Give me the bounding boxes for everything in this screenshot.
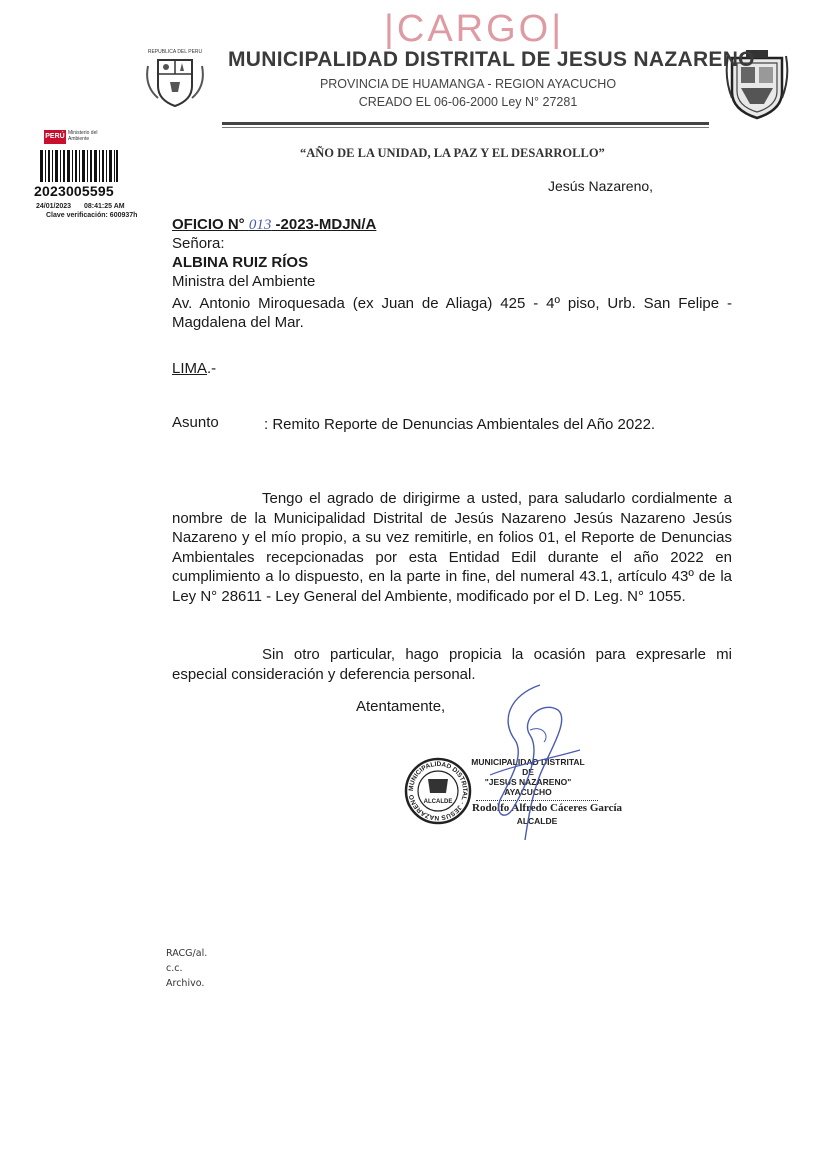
signature-org-line-1: MUNICIPALIDAD DISTRITAL DE [471, 757, 585, 777]
oficio-number-handwritten: 013 [248, 217, 272, 233]
place-date: Jesús Nazareno, [548, 178, 654, 194]
footer-cc: c.c. [166, 963, 183, 974]
signature-org-line-2: "JESUS NAZARENO" [484, 777, 572, 787]
ministry-logo-text: Ministerio del Ambiente [68, 130, 98, 142]
barcode-number: 2023005595 [34, 183, 114, 199]
signatory-role: ALCALDE [516, 816, 558, 826]
oficio-suffix: -2023-MDJN/A [275, 216, 377, 233]
oficio-prefix: OFICIO N° [172, 216, 245, 233]
recipient-title: Ministra del Ambiente [172, 273, 316, 290]
barcode-icon [40, 150, 118, 182]
barcode-verification-key: Clave verificación: 600937h [46, 212, 138, 219]
seal-center-text: ALCALDE [423, 799, 453, 805]
municipality-subtitle-province: PROVINCIA DE HUAMANGA - REGION AYACUCHO [319, 77, 617, 91]
municipality-title: MUNICIPALIDAD DISTRITAL DE JESUS NAZARENO [228, 48, 755, 71]
closing: Atentamente, [356, 698, 446, 715]
peru-coat-of-arms-icon [144, 46, 206, 112]
recipient-address: Av. Antonio Miroquesada (ex Juan de Aliaga) 425 - 4º piso, Urb. San Felipe - Magdalena del Mar. [172, 295, 732, 331]
signatory-name: Rodolfo Alfredo Cáceres García [472, 802, 623, 814]
subject-label: Asunto [172, 414, 219, 431]
signature-org-line-3: AYACUCHO [504, 787, 552, 797]
recipient-city [172, 360, 216, 377]
municipality-subtitle-created: CREADO EL 06-06-2000 Ley N° 27281 [358, 95, 578, 109]
header-rule-thin [222, 127, 709, 128]
salutation: Señora: [172, 235, 225, 252]
barcode-date: 24/01/2023 [36, 203, 72, 210]
peru-logo: PERÚ [44, 130, 66, 144]
crest-caption: REPUBLICA DEL PERU [147, 49, 203, 55]
barcode-time: 08:41:25 AM [84, 203, 125, 210]
footer-archivo: Archivo. [166, 978, 205, 989]
seal-ring-text: MUNICIPALIDAD DISTRITAL · JESUS NAZARENO [407, 760, 469, 822]
body-paragraph-1: Tengo el agrado de dirigirme a usted, para saludarlo cordialmente a nombre de la Municipalidad Distrital de Jesús Nazareno Jesús Nazareno Jesús Nazareno y el mío propio, a su vez remitirle, en folios 01, el Reporte de Denuncias Ambientales recepcionadas por esta Entidad Edil durante el año 2022 en cumplimiento a lo dispuesto, en la parte in fine, del numeral 43.1, artículo 43º de la Ley N° 28611 - Ley General del Ambiente, modificado por el D. Leg. N° 1055. [172, 490, 732, 605]
cargo-stamp: |CARGO| [384, 8, 565, 50]
year-motto: “AÑO DE LA UNIDAD, LA PAZ Y EL DESARROLLO” [300, 146, 605, 160]
city-suffix: .- [207, 360, 217, 377]
city-name: LIMA [172, 360, 208, 377]
body-paragraph-2: Sin otro particular, hago propicia la ocasión para expresarle mi especial consideración y deferencia personal. [172, 646, 732, 683]
subject-text: : Remito Reporte de Denuncias Ambientales del Año 2022. [264, 416, 656, 433]
recipient-name: ALBINA RUIZ RÍOS [172, 254, 309, 271]
header-rule [222, 122, 709, 125]
oficio-reference [172, 216, 376, 234]
footer-initials: RACG/al. [166, 948, 208, 959]
handwritten-signature [470, 680, 623, 845]
mayor-seal-icon [404, 757, 472, 825]
